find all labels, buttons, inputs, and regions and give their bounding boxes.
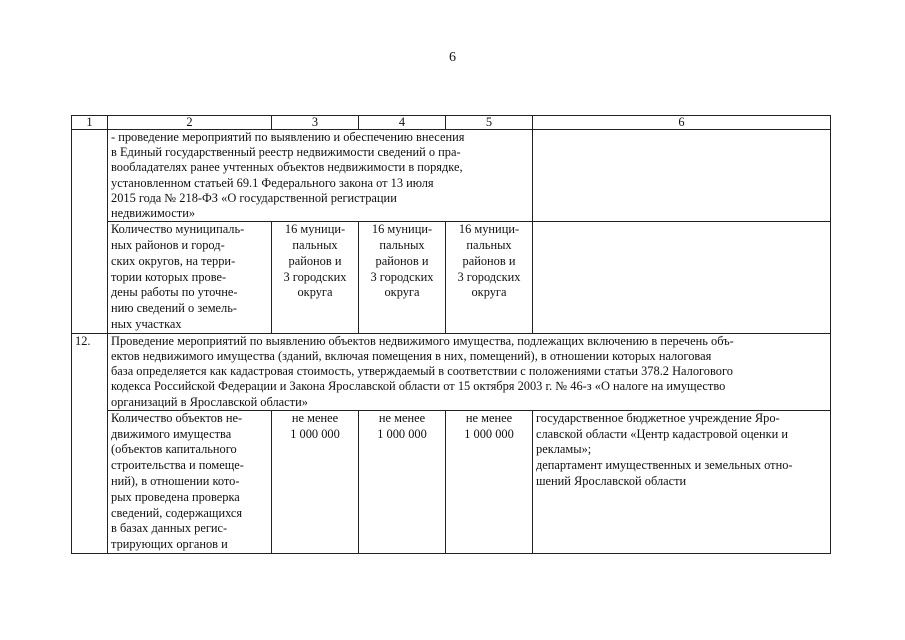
value-cell	[359, 410, 446, 553]
value-cell	[446, 410, 533, 553]
responsible-cell	[533, 410, 831, 553]
row-number: 12.	[75, 333, 91, 348]
responsible-text: государственное бюджетное учреждение Яро- славской области «Центр кадастровой оценки и рекламы»; департамент имущественных и земельных отно- шений Ярославской области	[536, 410, 793, 488]
value-text: 16 муници- пальных районов и 3 городских округа	[370, 222, 434, 300]
value-text: 16 муници- пальных районов и 3 городских округа	[283, 222, 347, 300]
table-row	[72, 410, 831, 553]
value-cell	[272, 410, 359, 553]
header-col-1: 1	[72, 116, 108, 130]
header-col-5: 5	[446, 116, 533, 130]
header-col-6: 6	[533, 116, 831, 130]
header-col-4: 4	[359, 116, 446, 130]
value-text: не менее 1 000 000	[290, 410, 340, 441]
value-cell	[272, 222, 359, 334]
indicator-cell	[108, 222, 272, 334]
value-text: не менее 1 000 000	[377, 410, 427, 441]
activity-cell	[108, 333, 831, 410]
indicator-cell	[108, 410, 272, 553]
activity-text: Проведение мероприятий по выявлению объектов недвижимого имущества, подлежащих включению в перечень объ- ектов недвижимого имущества (зданий, включая помещения в них, помещений), в отношении которых налоговая база определяется как кадастровая стоимость, утверждаемый в соответствии с положениями статьи 378.2 Налогового кодекса Российской Федерации и Закона Ярославской области от 15 октября 2003 г. № 46-з «О налоге на имущество организаций в Ярославской области»	[111, 333, 734, 409]
row-number-cell	[72, 130, 108, 334]
responsible-cell	[533, 130, 831, 222]
row-number-cell	[72, 333, 108, 553]
header-col-3: 3	[272, 116, 359, 130]
indicator-text: Количество муниципаль- ных районов и город- ских округов, на терри- тории которых прове- дены работы по уточне- нию сведений о земель- ных участках	[111, 222, 245, 331]
activity-text: - проведение мероприятий по выявлению и обеспечению внесения в Единый государственный реестр недвижимости сведений о пра- вообладателях ранее учтенных объектов недвижимости в порядке, установленном статьей 69.1 Федерального закона от 13 июля 2015 года № 218-ФЗ «О государственной регистрации недвижимости»	[111, 130, 465, 221]
value-cell	[359, 222, 446, 334]
value-text: 16 муници- пальных районов и 3 городских округа	[457, 222, 521, 300]
header-col-2: 2	[108, 116, 272, 130]
value-cell	[446, 222, 533, 334]
activity-cell	[108, 130, 533, 222]
table-row	[72, 130, 831, 222]
table-row	[72, 222, 831, 334]
page-number: 6	[449, 50, 456, 65]
program-table	[71, 115, 831, 554]
value-text: не менее 1 000 000	[464, 410, 514, 441]
indicator-text: Количество объектов не- движимого имущества (объектов капитального строительства и помеще- ний), в отношении кото- рых проведена проверка сведений, содержащихся в базах данных регис- трирующих органов и	[111, 410, 244, 552]
header-row	[72, 116, 831, 130]
table-row	[72, 333, 831, 410]
responsible-cell	[533, 222, 831, 334]
